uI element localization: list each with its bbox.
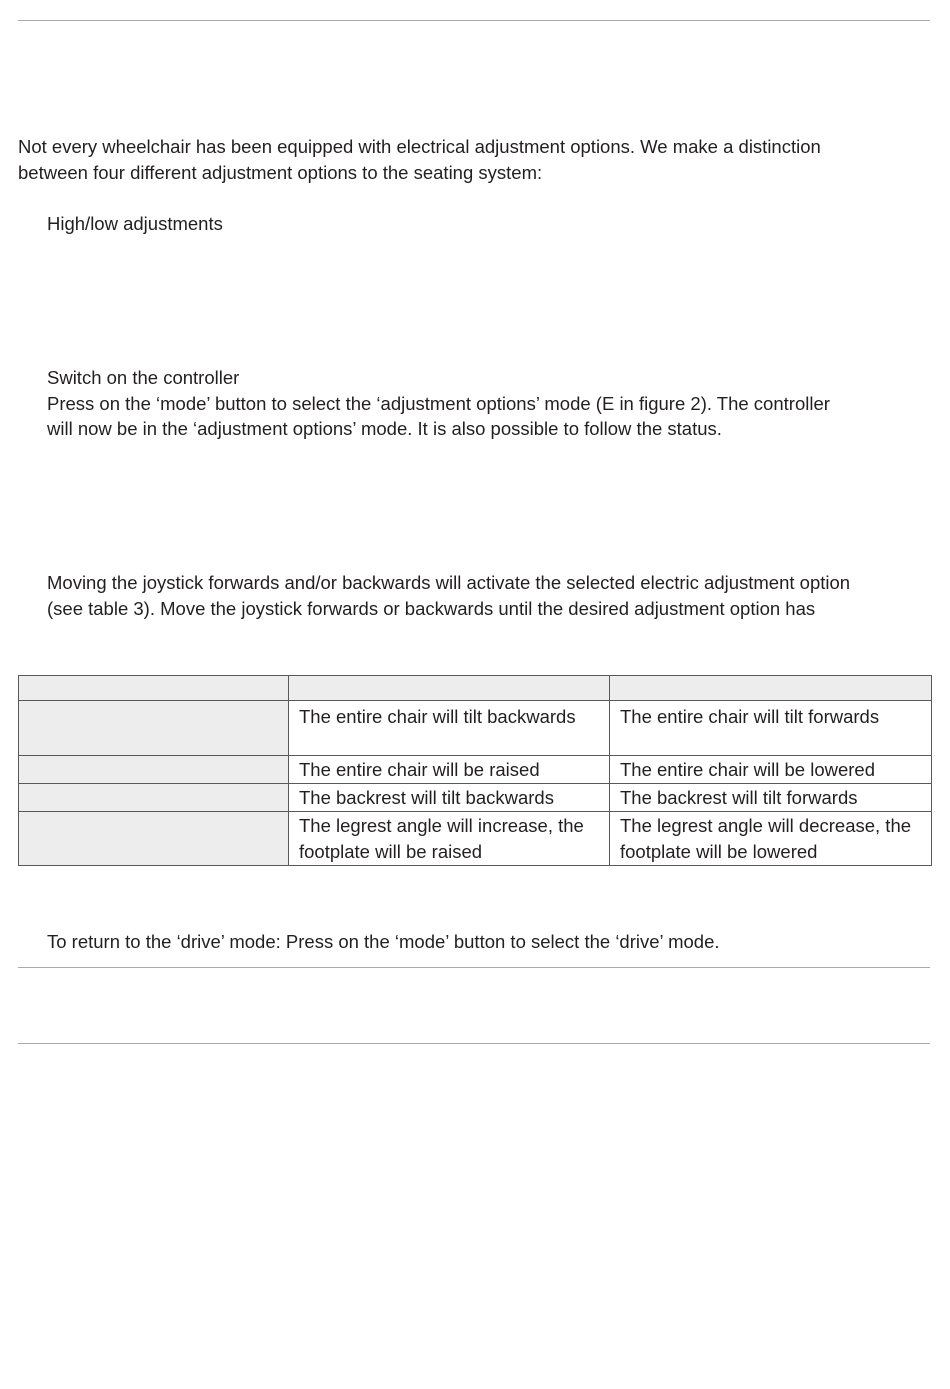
step-return-drive: To return to the ‘drive’ mode: Press on the ‘mode’ button to select the ‘drive’ mode.: [47, 931, 720, 952]
step-joystick-line-2: (see table 3). Move the joystick forwards or backwards until the desired adjustment option has: [47, 598, 816, 619]
table-row-label: [19, 812, 289, 866]
list-item-high-low: High/low adjustments: [47, 213, 223, 234]
section-divider: [18, 1043, 930, 1044]
top-divider: [18, 20, 930, 21]
table-cell-forwards: The backrest will tilt backwards: [289, 784, 610, 812]
table-row: [19, 812, 932, 866]
table-cell-backwards: The entire chair will be lowered: [610, 756, 932, 784]
intro-line-1: Not every wheelchair has been equipped with electrical adjustment options. We make a distinction: [18, 136, 821, 157]
table-row-label: [19, 701, 289, 756]
adjustment-table: [18, 675, 932, 866]
table-cell-forwards: The entire chair will be raised: [289, 756, 610, 784]
table-cell-backwards: The backrest will tilt forwards: [610, 784, 932, 812]
intro-line-2: between four different adjustment options to the seating system:: [18, 162, 543, 183]
step-joystick-line-1: Moving the joystick forwards and/or backwards will activate the selected electric adjustment option: [47, 572, 851, 593]
table-cell-forwards: The legrest angle will increase, the footplate will be raised: [289, 812, 610, 866]
step-mode-line-1: Press on the ‘mode’ button to select the ‘adjustment options’ mode (E in figure 2). The controller: [47, 393, 830, 414]
step-switch-on: Switch on the controller: [47, 367, 240, 388]
table-row: [19, 784, 932, 812]
table-cell-backwards: The legrest angle will decrease, the footplate will be lowered: [610, 812, 932, 866]
table-header-cell: [610, 676, 932, 701]
table-cell-backwards: The entire chair will tilt forwards: [610, 701, 932, 756]
table-row-label: [19, 784, 289, 812]
table-header-row: [19, 676, 932, 701]
table-cell-forwards: The entire chair will tilt backwards: [289, 701, 610, 756]
table-row: [19, 756, 932, 784]
step-mode-line-2: will now be in the ‘adjustment options’ mode. It is also possible to follow the status.: [47, 418, 722, 439]
table-header-cell: [19, 676, 289, 701]
table-header-cell: [289, 676, 610, 701]
table-row: [19, 701, 932, 756]
table-row-label: [19, 756, 289, 784]
section-divider: [18, 967, 930, 968]
